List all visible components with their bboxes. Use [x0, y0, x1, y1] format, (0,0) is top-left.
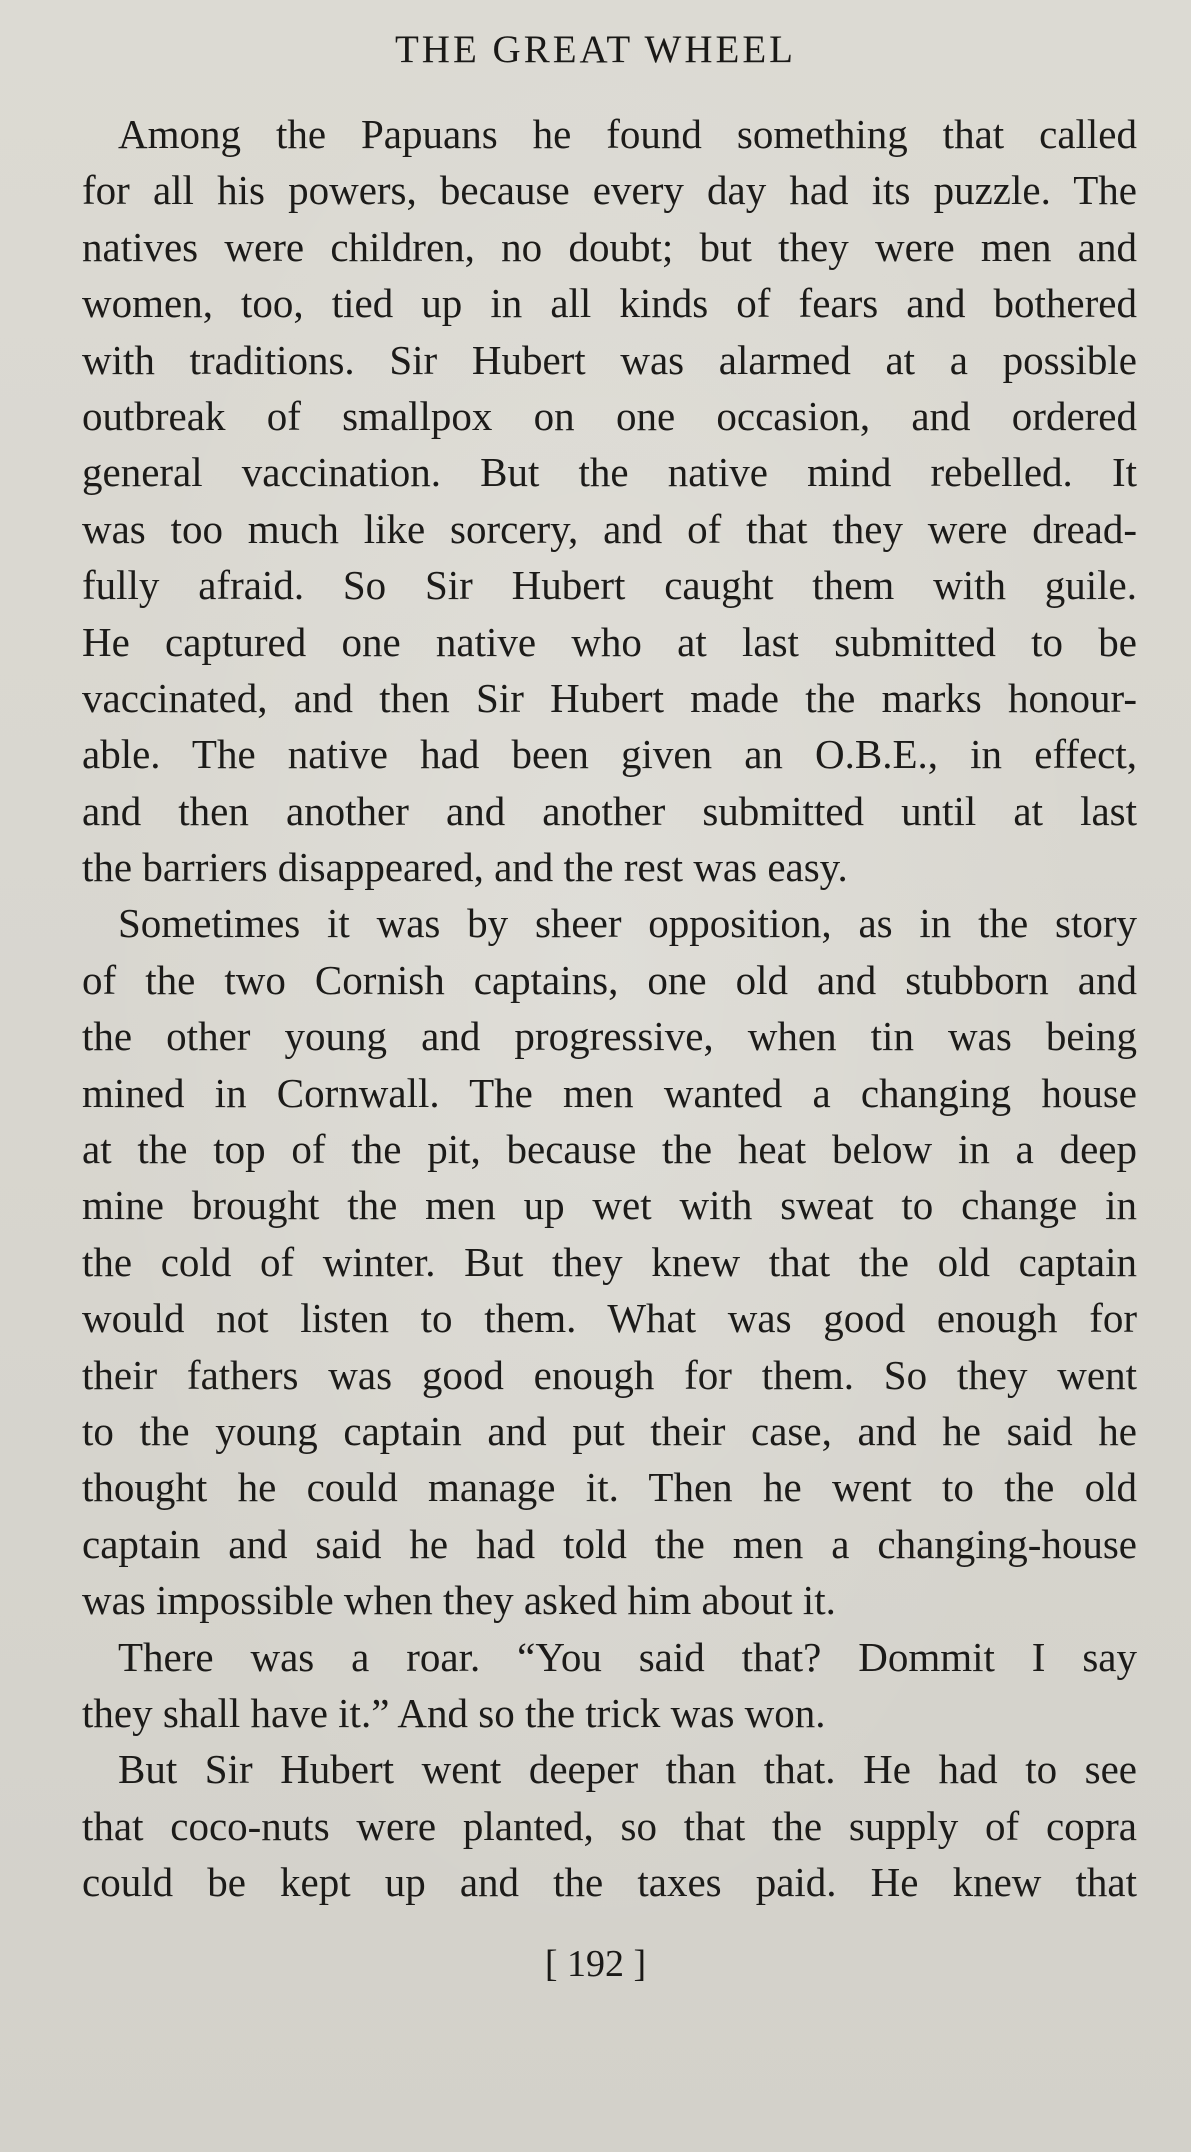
text-line: Sometimes it was by sheer opposition, as in the story — [118, 900, 1137, 947]
text-line: able. The native had been given an O.B.E., in effect, — [82, 731, 1137, 778]
text-line: would not listen to them. What was good enough for — [82, 1295, 1137, 1342]
paragraph-1 — [82, 106, 1137, 895]
paragraph-4 — [82, 1741, 1137, 1910]
text-line: with traditions. Sir Hubert was alarmed at a possible — [82, 336, 1137, 383]
text-line: they shall have it.” And so the trick was won. — [82, 1689, 826, 1736]
text-line: thought he could manage it. Then he went to the old — [82, 1464, 1137, 1511]
text-line: at the top of the pit, because the heat below in a deep — [82, 1126, 1137, 1173]
text-line: women, too, tied up in all kinds of fears and bothered — [82, 280, 1137, 327]
text-line: of the two Cornish captains, one old and stubborn and — [82, 956, 1137, 1003]
text-line: their fathers was good enough for them. So they went — [82, 1351, 1137, 1398]
text-line: the cold of winter. But they knew that the old captain — [82, 1238, 1137, 1285]
text-line: There was a roar. “You said that? Dommit I say — [118, 1633, 1137, 1680]
text-line: But Sir Hubert went deeper than that. He had to see — [118, 1746, 1137, 1793]
text-line: to the young captain and put their case, and he said he — [82, 1407, 1137, 1454]
text-line: the barriers disappeared, and the rest was easy. — [82, 844, 848, 891]
text-line: outbreak of smallpox on one occasion, and ordered — [82, 392, 1137, 439]
text-line: for all his powers, because every day had its puzzle. The — [82, 167, 1137, 214]
text-line: and then another and another submitted until at last — [82, 787, 1137, 834]
text-line: mine brought the men up wet with sweat to change in — [82, 1182, 1137, 1229]
text-line: natives were children, no doubt; but they were men and — [82, 223, 1137, 270]
running-head: THE GREAT WHEEL — [394, 28, 796, 71]
text-line: that coco-nuts were planted, so that the supply of copra — [82, 1802, 1137, 1849]
text-line: fully afraid. So Sir Hubert caught them with guile. — [82, 562, 1137, 609]
page-number: [ 192 ] — [544, 1943, 647, 1985]
text-line: He captured one native who at last submitted to be — [82, 618, 1137, 665]
text-line: Among the Papuans he found something that called — [118, 111, 1137, 157]
text-line: vaccinated, and then Sir Hubert made the marks honour- — [82, 674, 1137, 721]
body-text — [82, 106, 1137, 1911]
text-line: the other young and progressive, when tin was being — [82, 1013, 1137, 1060]
text-line: was impossible when they asked him about it. — [82, 1577, 836, 1624]
paragraph-3 — [82, 1629, 1137, 1742]
text-line: could be kept up and the taxes paid. He knew that — [82, 1859, 1137, 1906]
paragraph-2 — [82, 895, 1137, 1628]
text-line: general vaccination. But the native mind rebelled. It — [82, 449, 1137, 496]
text-line: was too much like sorcery, and of that they were dread- — [82, 505, 1137, 552]
text-line: captain and said he had told the men a changing-house — [82, 1520, 1137, 1567]
text-line: mined in Cornwall. The men wanted a changing house — [82, 1069, 1137, 1116]
